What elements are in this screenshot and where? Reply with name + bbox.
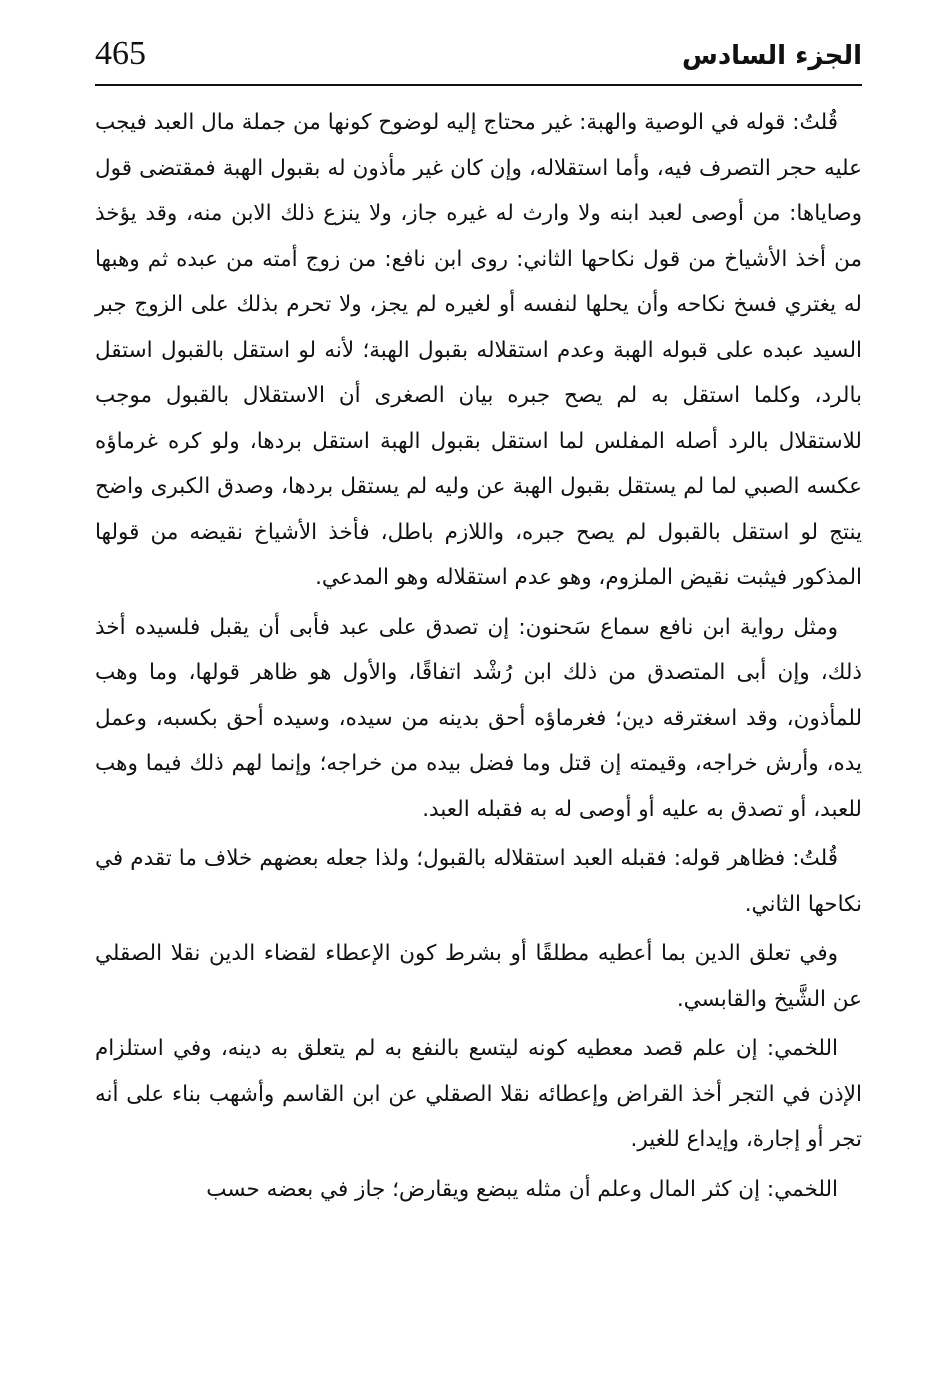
paragraph-6: اللخمي: إن كثر المال وعلم أن مثله يبضع ويقارض؛ جاز في بعضه حسب [206,1176,838,1202]
paragraph-5: اللخمي: إن علم قصد معطيه كونه ليتسع بالنفع به لم يتعلق به دينه، وفي استلزام الإذن في التجر أخذ القراض وإعطائه نقلا الصقلي عن ابن القاسم وأشهب بناء على أنه تجر أو إجارة، وإيداع للغير. [95,1036,862,1152]
page-number: 465 [95,35,146,72]
body-text [95,100,862,1216]
volume-title: الجزء السادس [681,41,862,71]
paragraph-4: وفي تعلق الدين بما أعطيه مطلقًا أو بشرط كون الإعطاء لقضاء الدين نقلا الصقلي عن الشَّيخ والقابسي. [95,941,862,1012]
paragraph-1: قُلتُ: قوله في الوصية والهبة: غير محتاج إليه لوضوح كونها من جملة مال العبد فيجب عليه حجر التصرف فيه، وأما استقلاله، وإن كان غير مأذون له بقبول الهبة فمقتضى قول وصاياها: من أوصى لعبد ابنه ولا وارث له غيره جاز، ولا ينزع ذلك الابن منه، وقد يؤخذ من أخذ الأشياخ من قول نكاحها الثاني: روى ابن نافع: من زوج أمته من عبده ثم وهبها له يغتري فسخ نكاحه وأن يحلها لنفسه أو لغيره لم يجز، ولا تحرم بذلك على الزوج جبر السيد عبده على قبوله الهبة وعدم استقلاله بقبول الهبة؛ لأنه لو استقل بالقبول استقل بالرد، وكلما استقل به لم يصح جبره بيان الصغرى أن الاستقلال بالقبول موجب للاستقلال بالرد أصله المفلس لما استقل بقبول الهبة استقل بردها، ولو كره غرماؤه عكسه الصبي لما لم يستقل بقبول الهبة عن وليه لم يستقل بردها، وصدق الكبرى واضح ينتج لو استقل بالقبول لم يصح جبره، واللازم باطل، فأخذ الأشياخ نقيضه من قولها المذكور فيثبت نقيض الملزوم، وهو عدم استقلاله وهو المدعي. [95,110,862,590]
running-header [95,32,862,86]
paragraph-2: ومثل رواية ابن نافع سماع سَحنون: إن تصدق على عبد فأبى أن يقبل فلسيده أخذ ذلك، وإن أبى المتصدق من ذلك ابن رُشْد اتفاقًا، والأول هو ظاهر قولها، وما وهب للمأذون، وقد اسغترقه دين؛ فغرماؤه أحق بدينه من سيده، وسيده أحق بكسبه، وعمل يده، وأرش خراجه، وقيمته إن قتل وما فضل بيده من خراجه؛ وإنما لهم ذلك فيما وهب للعبد، أو تصدق به عليه أو أوصى له به فقبله العبد. [95,614,862,822]
paragraph-3: قُلتُ: فظاهر قوله: فقبله العبد استقلاله بالقبول؛ ولذا جعله بعضهم خلاف ما تقدم في نكاحها الثاني. [95,846,862,917]
